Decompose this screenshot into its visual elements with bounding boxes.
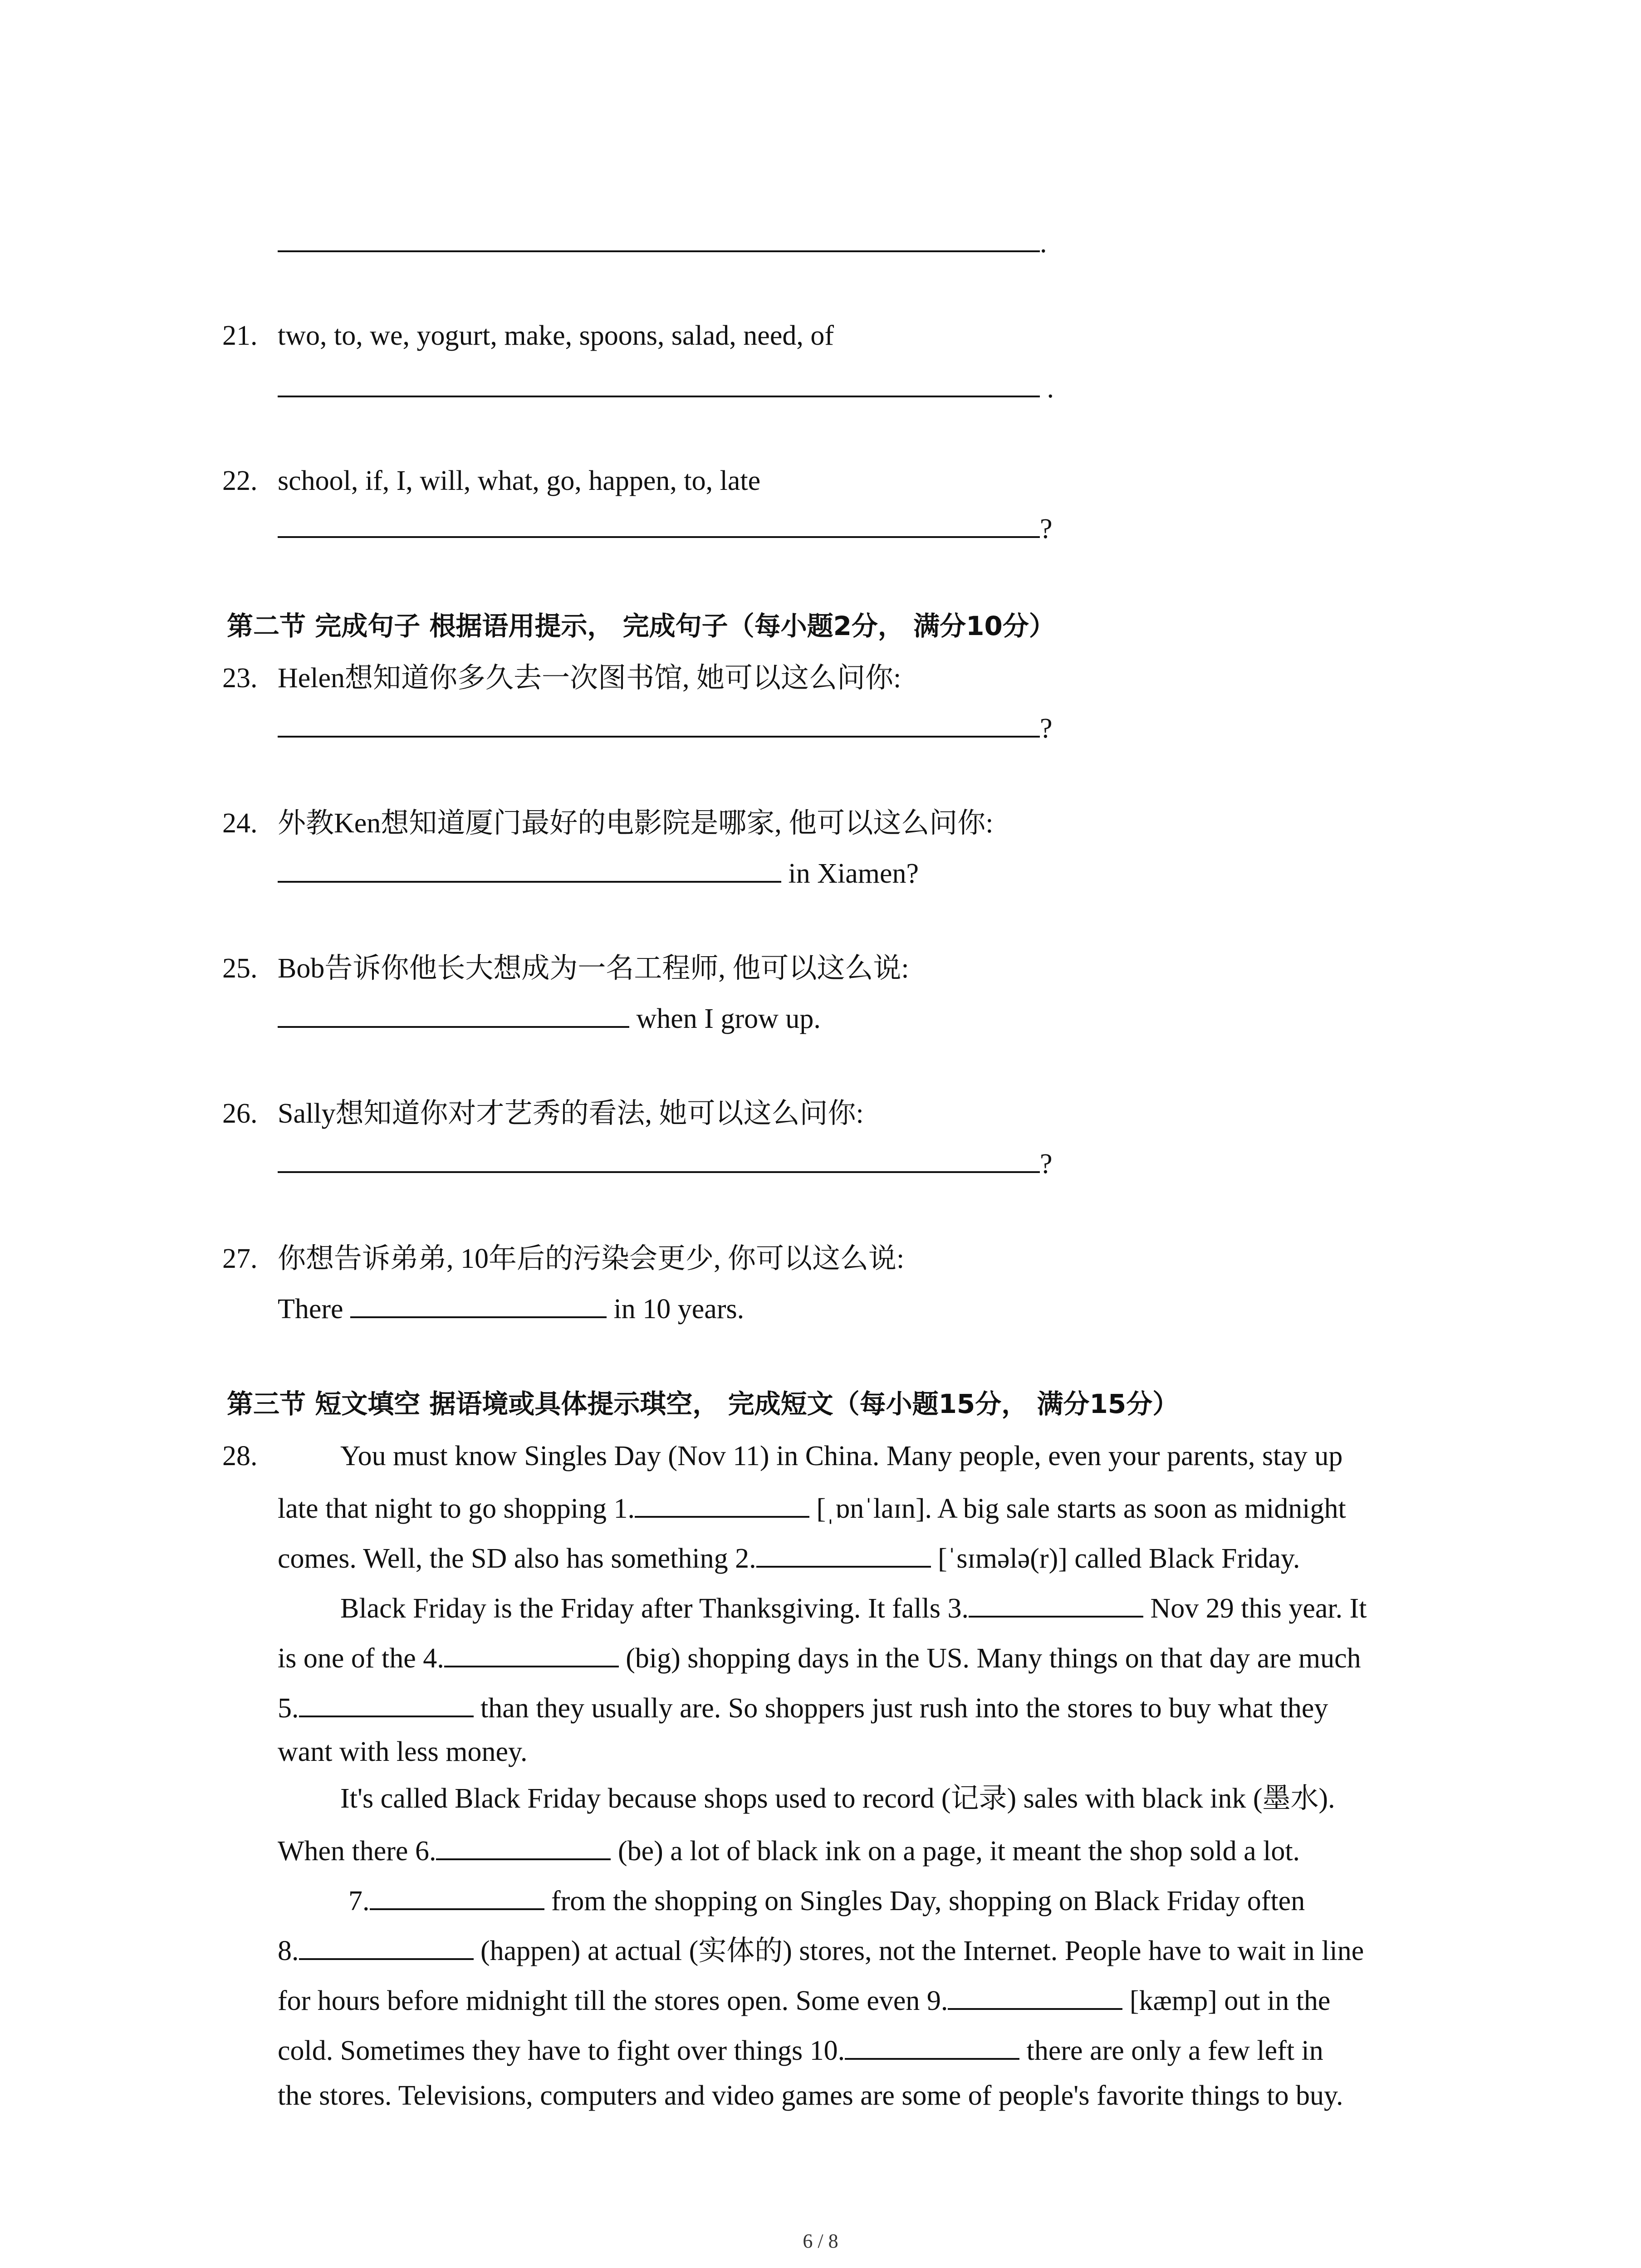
q23-text: Helen想知道你多久去一次图书馆, 她可以这么问你: — [278, 663, 901, 694]
q24-text: 外教Ken想知道厦门最好的电影院是哪家, 他可以这么问你: — [278, 808, 994, 839]
passage-line-7: want with less money. — [278, 1736, 528, 1767]
q20-end-punct: . — [1040, 228, 1047, 259]
q26-prompt — [222, 1095, 864, 1132]
q26-text: Sally想知道你对才艺秀的看法, 她可以这么问你: — [278, 1098, 864, 1129]
section-2-heading: 第二节 完成句子 根据语用提示， 完成句子（每小题2分， 满分10分） — [227, 611, 1055, 641]
passage-text: (happen) at actual (实体的) stores, not the Internet. People have to wait in line — [480, 1936, 1364, 1966]
question-number: 24. — [222, 808, 258, 839]
q24-tail: in Xiamen? — [788, 858, 919, 889]
passage-text: (be) a lot of black ink on a page, it meant the shop sold a lot. — [617, 1836, 1300, 1867]
passage-text: When there 6. — [278, 1836, 436, 1867]
question-number: 25. — [222, 953, 258, 984]
q22-prompt — [222, 463, 760, 499]
answer-blank[interactable] — [278, 367, 1040, 397]
answer-blank[interactable] — [278, 998, 629, 1028]
blank-10[interactable] — [845, 2030, 1019, 2060]
passage-line-4 — [340, 1588, 1367, 1627]
q27-tail: in 10 years. — [613, 1294, 745, 1325]
q27-text: 你想告诉弟弟, 10年后的污染会更少, 你可以这么说: — [278, 1243, 905, 1274]
q23-end-punct: ? — [1040, 713, 1053, 744]
page-number: 6 / 8 — [803, 2230, 838, 2252]
passage-line-1 — [222, 1438, 1342, 1474]
passage-text: from the shopping on Singles Day, shopping on Black Friday often — [551, 1886, 1305, 1916]
passage-text: for hours before midnight till the stores open. Some even 9. — [278, 1985, 948, 2016]
answer-blank[interactable] — [278, 853, 781, 883]
answer-blank[interactable] — [278, 222, 1040, 252]
q24-answer-line — [278, 853, 919, 892]
passage-text: You must know Singles Day (Nov 11) in China. Many people, even your parents, stay up — [340, 1441, 1343, 1471]
passage-text: there are only a few left in — [1026, 2035, 1323, 2066]
q22-end-punct: ? — [1040, 513, 1053, 544]
passage-text: 5. — [278, 1693, 299, 1724]
passage-line-9 — [278, 1830, 1300, 1869]
question-number: 23. — [222, 663, 258, 694]
passage-text: than they usually are. So shoppers just rush into the stores to buy what they — [480, 1693, 1328, 1724]
blank-1[interactable] — [635, 1488, 809, 1518]
q21-words: two, to, we, yogurt, make, spoons, salad, need, of — [278, 320, 834, 351]
passage-line-8: It's called Black Friday because shops used to record (记录) sales with black ink (墨水). — [340, 1783, 1335, 1814]
passage-line-10 — [348, 1880, 1305, 1919]
passage-text: [kæmp] out in the — [1129, 1985, 1331, 2016]
q21-end-punct: . — [1047, 373, 1054, 404]
passage-text: late that night to go shopping 1. — [278, 1493, 635, 1524]
q21-answer-line — [278, 367, 1054, 406]
q26-answer-line — [278, 1143, 1053, 1182]
blank-6[interactable] — [436, 1830, 611, 1860]
passage-text: is one of the 4. — [278, 1643, 444, 1674]
passage-text: [ˈsɪmələ(r)] called Black Friday. — [938, 1543, 1300, 1574]
q23-prompt — [222, 660, 901, 696]
blank-8[interactable] — [299, 1930, 474, 1960]
question-number: 22. — [222, 465, 258, 496]
question-number: 27. — [222, 1243, 258, 1274]
q20-answer-line — [278, 222, 1047, 261]
q24-prompt — [222, 805, 994, 841]
q22-answer-line — [278, 508, 1053, 547]
passage-line-12 — [278, 1980, 1330, 2019]
q25-prompt — [222, 950, 909, 987]
blank-4[interactable] — [444, 1637, 619, 1667]
q26-end-punct: ? — [1040, 1149, 1053, 1179]
q27-prompt — [222, 1241, 904, 1277]
section-3-heading: 第三节 短文填空 据语境或具体提示琪空， 完成短文（每小题15分， 满分15分） — [227, 1388, 1179, 1419]
q27-answer-line — [278, 1288, 744, 1327]
q25-text: Bob告诉你他长大想成为一名工程师, 他可以这么说: — [278, 953, 909, 984]
passage-line-11 — [278, 1930, 1364, 1969]
passage-line-3 — [278, 1538, 1300, 1577]
answer-blank[interactable] — [278, 508, 1040, 538]
answer-blank[interactable] — [350, 1288, 607, 1318]
answer-blank[interactable] — [278, 708, 1040, 738]
q22-words: school, if, I, will, what, go, happen, to, late — [278, 465, 761, 496]
passage-text: (big) shopping days in the US. Many things on that day are much — [626, 1643, 1361, 1674]
question-number: 21. — [222, 320, 258, 351]
passage-text: 7. — [348, 1886, 370, 1916]
passage-line-2 — [278, 1488, 1346, 1527]
q21-prompt — [222, 318, 834, 354]
blank-7[interactable] — [370, 1880, 544, 1910]
blank-9[interactable] — [948, 1980, 1122, 2010]
question-number: 26. — [222, 1098, 258, 1129]
passage-text: Nov 29 this year. It — [1150, 1593, 1367, 1624]
blank-2[interactable] — [756, 1538, 931, 1568]
passage-line-13 — [278, 2030, 1323, 2069]
q25-answer-line — [278, 998, 821, 1037]
passage-line-14: the stores. Televisions, computers and video games are some of people's favorite things to buy. — [278, 2080, 1343, 2111]
answer-blank[interactable] — [278, 1143, 1040, 1173]
passage-text: Black Friday is the Friday after Thanksgiving. It falls 3. — [340, 1593, 969, 1624]
blank-5[interactable] — [299, 1687, 474, 1717]
q23-answer-line — [278, 708, 1053, 747]
q25-tail: when I grow up. — [636, 1003, 821, 1034]
passage-line-5 — [278, 1637, 1361, 1677]
passage-text: cold. Sometimes they have to fight over things 10. — [278, 2035, 845, 2066]
passage-line-6 — [278, 1687, 1328, 1726]
question-number: 28. — [222, 1441, 258, 1471]
passage-text: 8. — [278, 1936, 299, 1966]
blank-3[interactable] — [969, 1588, 1143, 1618]
passage-text: comes. Well, the SD also has something 2. — [278, 1543, 756, 1574]
q27-head: There — [278, 1294, 343, 1325]
passage-text: [ˌɒnˈlaɪn]. A big sale starts as soon as midnight — [816, 1493, 1346, 1524]
